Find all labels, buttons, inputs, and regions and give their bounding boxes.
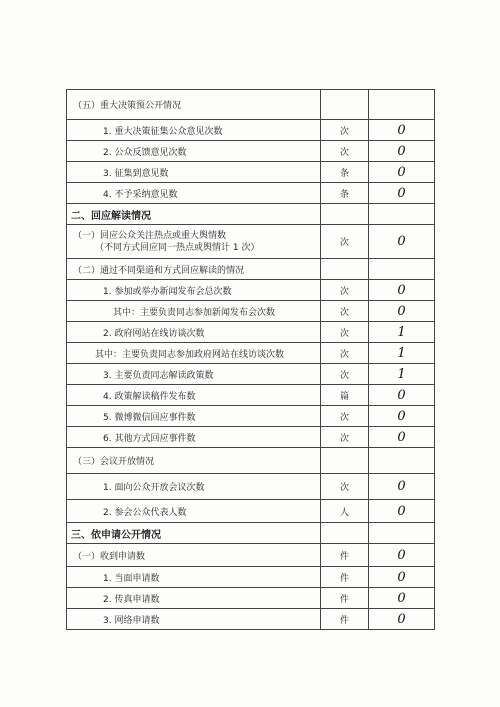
row-unit: 件 [321, 609, 369, 630]
row-label: 2. 政府网站在线访谈次数 [67, 322, 321, 343]
row-unit: 次 [321, 280, 369, 301]
row-unit: 次 [321, 364, 369, 385]
row-label: 3. 征集到意见数 [67, 162, 321, 183]
row-unit: 次 [321, 427, 369, 448]
row-value: 0 [369, 474, 435, 500]
table-row [67, 259, 435, 280]
row-unit: 次 [321, 322, 369, 343]
row-label: 4. 政策解读稿件发布数 [67, 385, 321, 406]
row-value: 0 [369, 609, 435, 630]
table-row [67, 225, 435, 259]
row-label-line1: （一）回应公众关注热点或重大舆情数 [73, 230, 227, 241]
row-value: 0 [369, 567, 435, 588]
table-row [67, 448, 435, 474]
row-label: 6. 其他方式回应事件数 [67, 427, 321, 448]
row-label: （二）通过不同渠道和方式回应解读的情况 [67, 259, 321, 280]
section-heading-row [67, 204, 435, 225]
row-unit: 条 [321, 162, 369, 183]
row-label: （五）重大决策预公开情况 [67, 90, 321, 120]
row-value: 0 [369, 406, 435, 427]
row-value: 0 [369, 162, 435, 183]
row-label: 1. 重大决策征集公众意见次数 [67, 120, 321, 141]
row-label: 3. 主要负责同志解读政策数 [67, 364, 321, 385]
row-value: 0 [369, 500, 435, 523]
row-unit: 件 [321, 544, 369, 567]
row-value: 0 [369, 120, 435, 141]
row-label [67, 225, 321, 259]
row-label: 2. 参会公众代表人数 [67, 500, 321, 523]
row-unit: 件 [321, 567, 369, 588]
table-row [67, 500, 435, 523]
table-row [67, 322, 435, 343]
row-unit [321, 259, 369, 280]
table-row [67, 544, 435, 567]
row-value: 0 [369, 141, 435, 162]
row-label: 3. 网络申请数 [67, 609, 321, 630]
statistics-table [66, 89, 435, 630]
row-label: 其中：主要负责同志参加政府网站在线访谈次数 [67, 343, 321, 364]
row-value [369, 523, 435, 544]
table-row [67, 183, 435, 204]
row-value [369, 448, 435, 474]
row-value: 0 [369, 588, 435, 609]
table-row [67, 141, 435, 162]
table-row [67, 280, 435, 301]
row-value: 1 [369, 364, 435, 385]
row-value: 0 [369, 183, 435, 204]
row-value: 1 [369, 322, 435, 343]
row-label: 4. 不予采纳意见数 [67, 183, 321, 204]
row-value: 0 [369, 427, 435, 448]
row-value [369, 204, 435, 225]
row-label: （三）会议开放情况 [67, 448, 321, 474]
section-heading: 二、回应解读情况 [67, 204, 321, 225]
row-unit: 次 [321, 343, 369, 364]
row-label-line2: （不同方式回应同一热点或舆情计 1 次） [95, 242, 260, 253]
row-value [369, 259, 435, 280]
row-unit: 人 [321, 500, 369, 523]
row-unit: 篇 [321, 385, 369, 406]
table-row [67, 385, 435, 406]
row-value: 0 [369, 301, 435, 322]
table-row [67, 427, 435, 448]
row-unit: 次 [321, 474, 369, 500]
row-unit: 次 [321, 225, 369, 259]
table-row [67, 120, 435, 141]
table-row [67, 301, 435, 322]
row-label: 1. 面向公众开放会议次数 [67, 474, 321, 500]
row-label: （一）收到申请数 [67, 544, 321, 567]
row-unit: 条 [321, 183, 369, 204]
row-value: 1 [369, 343, 435, 364]
row-value: 0 [369, 385, 435, 406]
row-value [369, 90, 435, 120]
row-unit [321, 204, 369, 225]
row-label: 1. 参加或举办新闻发布会总次数 [67, 280, 321, 301]
section-heading-row [67, 523, 435, 544]
row-unit [321, 448, 369, 474]
table-row [67, 609, 435, 630]
row-value: 0 [369, 225, 435, 259]
row-unit: 次 [321, 141, 369, 162]
table-row [67, 406, 435, 427]
table-row [67, 364, 435, 385]
table-row [67, 567, 435, 588]
row-unit: 件 [321, 588, 369, 609]
row-label: 2. 公众反馈意见次数 [67, 141, 321, 162]
table-row [67, 90, 435, 120]
row-unit [321, 90, 369, 120]
row-unit: 次 [321, 406, 369, 427]
row-value: 0 [369, 280, 435, 301]
table-row [67, 162, 435, 183]
row-label: 1. 当面申请数 [67, 567, 321, 588]
row-value: 0 [369, 544, 435, 567]
row-unit: 次 [321, 301, 369, 322]
row-label: 其中：主要负责同志参加新闻发布会次数 [67, 301, 321, 322]
table-row [67, 474, 435, 500]
table-row [67, 343, 435, 364]
row-label: 5. 微博微信回应事件数 [67, 406, 321, 427]
section-heading: 三、依申请公开情况 [67, 523, 321, 544]
row-unit [321, 523, 369, 544]
row-label: 2. 传真申请数 [67, 588, 321, 609]
table-row [67, 588, 435, 609]
row-unit: 次 [321, 120, 369, 141]
